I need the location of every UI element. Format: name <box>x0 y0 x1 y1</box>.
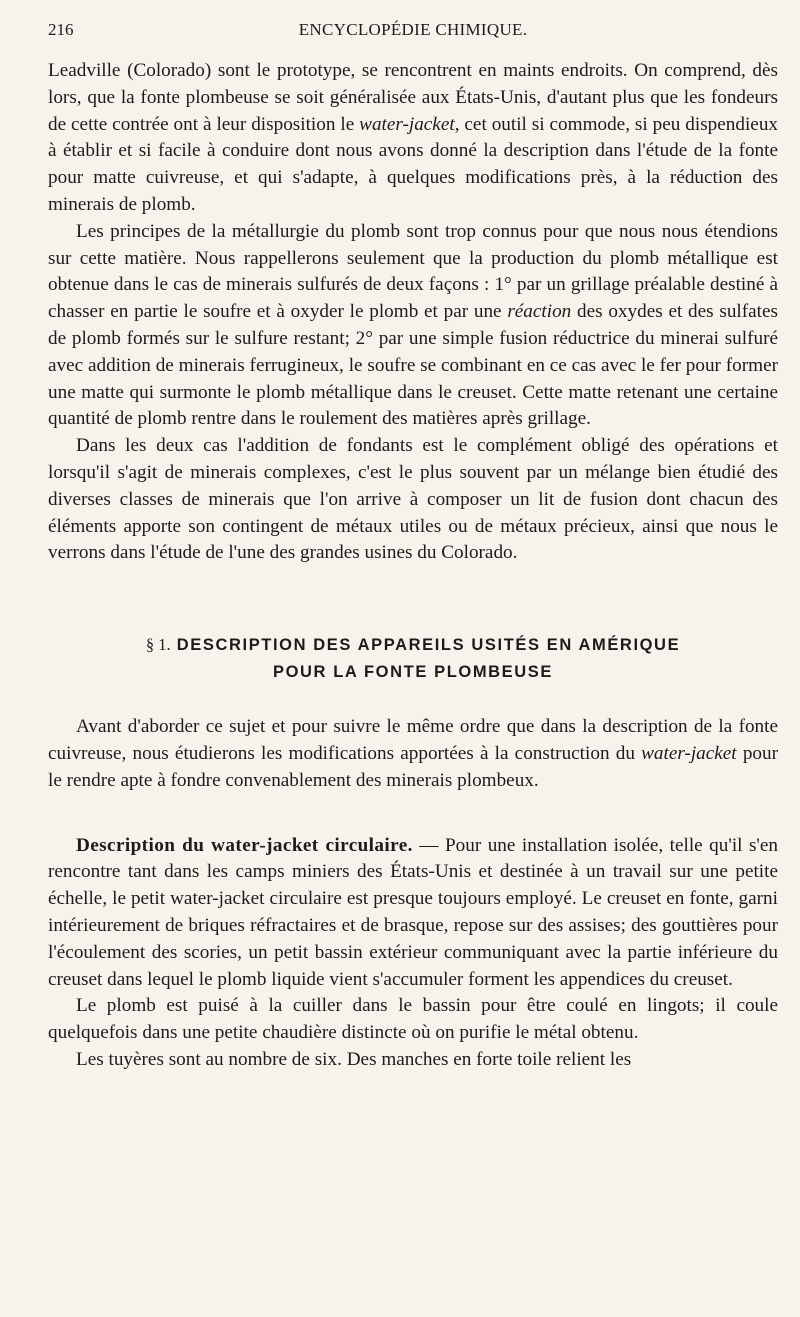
subsection-paragraph <box>48 833 778 994</box>
running-title: ENCYCLOPÉDIE CHIMIQUE. <box>298 20 528 39</box>
paragraph-2-text-a: Les principes de la métallurgie du plomb sont trop connus pour que nous nous étendions sur cette matière. Nous rappellerons seulement que la production du plomb métallique est obtenue dans le cas de minerais sulfurés de deux façons : 1° par un grillage préalable destiné à chasser en partie le soufre et à oxyder le plomb et par une <box>48 220 778 323</box>
paragraph-ladle: Le plomb est puisé à la cuiller dans le bassin pour être coulé en lingots; il coule quelquefois dans une petite chaudière distincte où on purifie le métal obtenu. <box>48 995 778 1044</box>
section-intro-italic: water-jacket <box>641 742 737 764</box>
paragraph-3: Dans les deux cas l'addition de fondants est le complément obligé des opérations et lorsqu'il s'agit de minerais complexes, c'est le plus souvent par un mélange bien étudié des diverses classes de minerais que l'on arrive à composer un lit de fusion dont chacun des éléments apporte son contingent de métaux utiles ou de métaux précieux, ainsi que nous le verrons dans l'étude de l'une des grandes usines du Colorado. <box>48 435 778 564</box>
section-intro-paragraph <box>48 714 778 794</box>
paragraph-2 <box>48 219 778 433</box>
paragraph-2-italic: réaction <box>507 301 572 323</box>
section-title-line-1: DESCRIPTION DES APPAREILS USITÉS EN AMÉRIQUE <box>176 636 681 655</box>
paragraph-tuyeres: Les tuyères sont au nombre de six. Des manches en forte toile relient les <box>76 1048 632 1070</box>
section-heading-line-1 <box>48 631 778 659</box>
subsection-text: — Pour une installation isolée, telle qu'il s'en rencontre tant dans les camps miniers des États-Unis et destinée à un travail sur une petite échelle, le petit water-jacket circulaire est presque toujours employé. Le creuset en fonte, garni intérieurement de briques réfractaires et de brasque, repose sur des assises; des gouttières pour l'écoulement des scories, un petit bassin extérieur communiquant avec la partie inférieure du creuset dans lequel le plomb liquide vient s'accumuler forment les appendices du creuset. <box>48 834 779 990</box>
section-intro-text-b: pour le rendre apte à fondre convenablement des minerais plombeux. <box>48 742 778 791</box>
section-heading <box>48 631 778 686</box>
section-symbol: § 1. <box>145 635 171 655</box>
paragraph-1 <box>48 58 778 219</box>
section-heading-line-2: POUR LA FONTE PLOMBEUSE <box>272 663 554 682</box>
paragraph-1-text-b: , cet outil si commode, si peu dispendieux à établir et si facile à conduire dont nous avons donné la description dans l'étude de la fonte pour matte cuivreuse, et qui s'adapte, à quelques modifications près, à la réduction des minerais de plomb. <box>48 113 779 215</box>
paragraph-2-text-b: des oxydes et des sulfates de plomb formés sur le sulfure restant; 2° par une simple fusion réductrice du minerai sulfuré avec addition de minerais ferrugineux, le soufre se combinant en ce cas avec le fer pour former une matte qui surmonte le plomb métallique dans le creuset. Cette matte retenant une certaine quantité de plomb rentre dans le roulement des matières après grillage. <box>48 301 778 430</box>
page-number: 216 <box>48 20 74 39</box>
page-header <box>48 20 778 46</box>
paragraph-1-italic: water-jacket <box>359 113 455 135</box>
paragraph-1-text-a: Leadville (Colorado) sont le prototype, se rencontrent en maints endroits. On comprend, dès lors, que la fonte plombeuse se soit généralisée aux États-Unis, d'autant plus que les fondeurs de cette contrée ont à leur disposition le <box>48 60 778 135</box>
subsection-title: Description du water-jacket circulaire. <box>76 834 413 856</box>
section-intro-text-a: Avant d'aborder ce sujet et pour suivre le même ordre que dans la description de la fonte cuivreuse, nous étudierons les modifications apportées à la construction du <box>48 716 778 764</box>
body-text <box>48 58 778 1074</box>
